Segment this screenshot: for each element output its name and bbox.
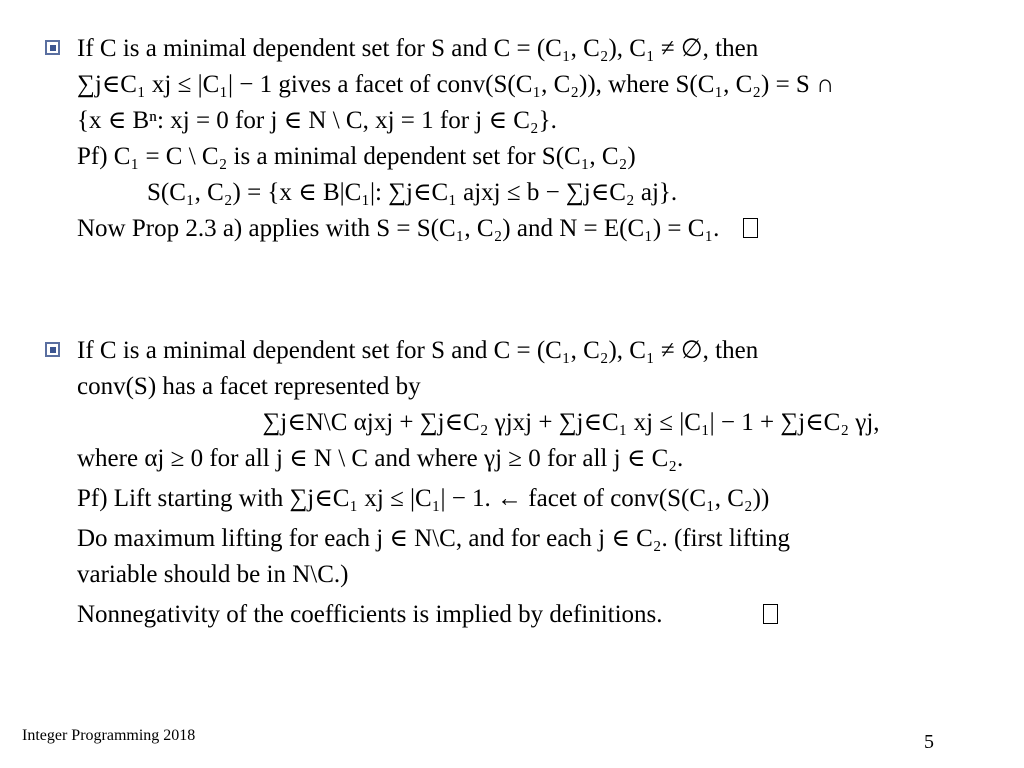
prop-2-5-block (45, 333, 985, 633)
prop-proof-line-3: variable should be in N\C.) (77, 561, 349, 588)
cor-proof-line-1: Pf) C₁ = C \ C₂ is a minimal dependent set for S(C₁, C₂) (77, 143, 636, 170)
cor-proof-line-3 (77, 211, 985, 247)
prop-line-1: If C is a minimal dependent set for S and C = (C₁, C₂), C₁ ≠ ∅, then (77, 337, 759, 364)
page-number: 5 (924, 731, 934, 753)
qed-icon (763, 604, 778, 624)
prop-line-2: conv(S) has a facet represented by (77, 373, 421, 400)
cor-proof-text: Now Prop 2.3 a) applies with S = S(C₁, C₂) and N = E(C₁) = C₁. (77, 215, 720, 242)
cor-line-1: If C is a minimal dependent set for S and C = (C₁, C₂), C₁ ≠ ∅, then (77, 35, 759, 62)
checkbox-bullet-icon (45, 40, 60, 55)
cor-line-2: ∑j∈C₁ xj ≤ |C₁| − 1 gives a facet of conv(S(C₁, C₂)), where S(C₁, C₂) = S ∩ (77, 71, 835, 98)
qed-icon (743, 218, 758, 238)
cor-line-3: {x ∈ Bⁿ: xj = 0 for j ∈ N \ C, xj = 1 for j ∈ C₂}. (77, 107, 557, 134)
checkbox-bullet-icon (45, 342, 60, 357)
cor-2-4-block (45, 31, 985, 247)
footer-course-title: Integer Programming 2018 (22, 727, 196, 744)
prop-proof-line-1: Pf) Lift starting with ∑j∈C₁ xj ≤ |C₁| − 1. ← facet of conv(S(C₁, C₂)) (77, 485, 770, 512)
prop-formula: ∑j∈N\C αjxj + ∑j∈C₂ γjxj + ∑j∈C₁ xj ≤ |C₁| − 1 + ∑j∈C₂ γj, (262, 409, 880, 436)
prop-proof-line-4 (77, 597, 985, 633)
prop-proof-line-2: Do maximum lifting for each j ∈ N\C, and for each j ∈ C₂. (first lifting (77, 525, 790, 552)
prop-where-line: where αj ≥ 0 for all j ∈ N \ C and where γj ≥ 0 for all j ∈ C₂. (77, 445, 684, 472)
prop-proof-text: Nonnegativity of the coefficients is implied by definitions. (77, 601, 663, 628)
cor-proof-line-2: S(C₁, C₂) = {x ∈ B|C₁|: ∑j∈C₁ ajxj ≤ b − ∑j∈C₂ aj}. (147, 179, 678, 206)
